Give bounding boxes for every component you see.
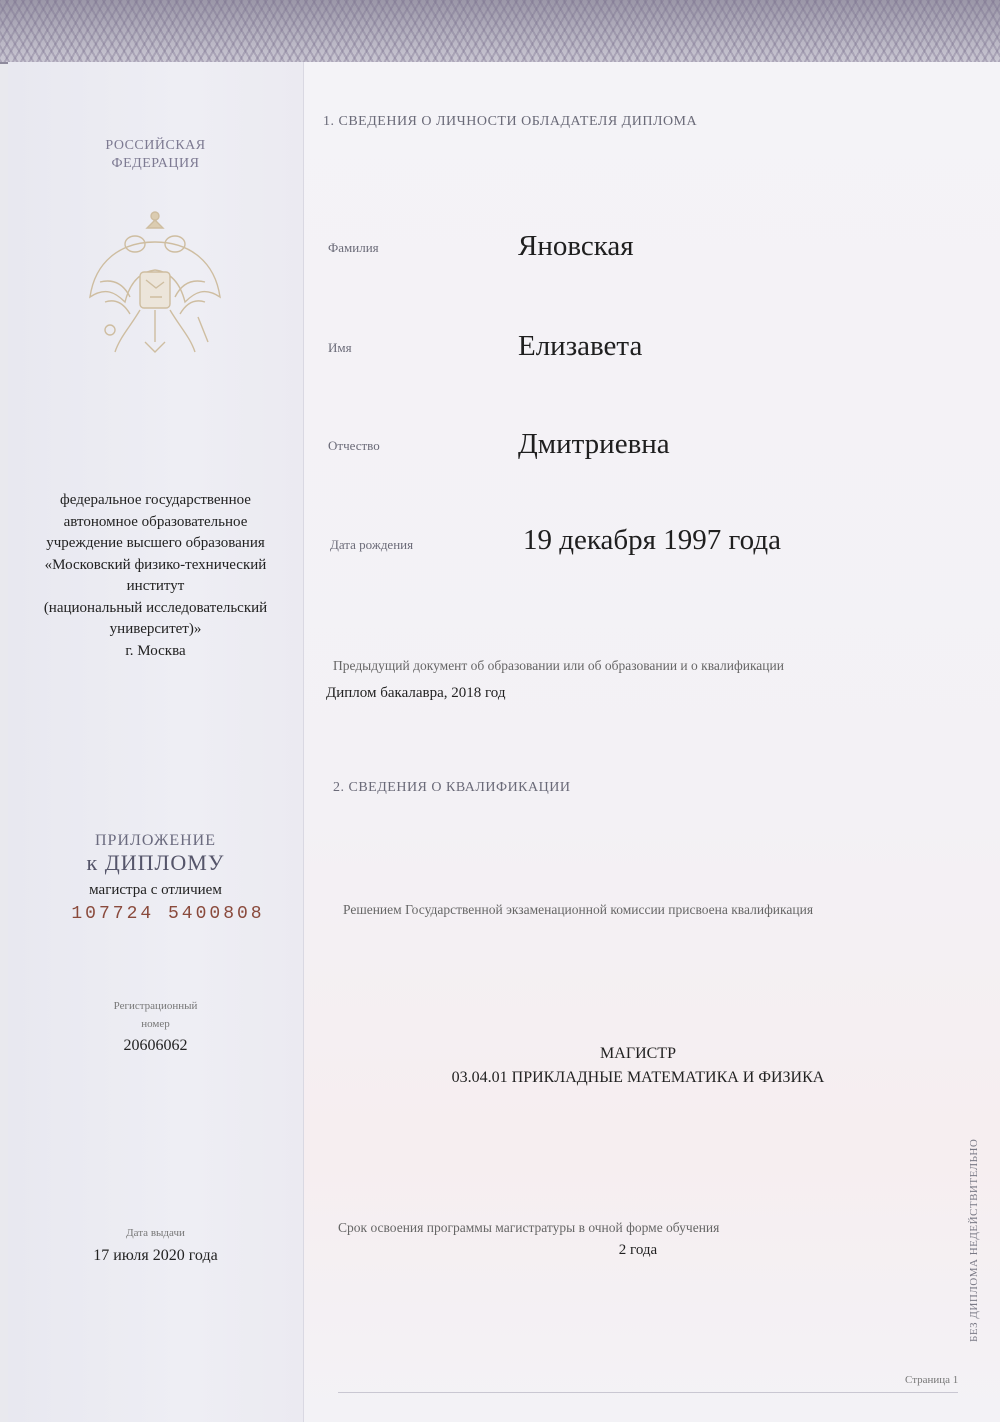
serial-number: 107724 5400808 <box>71 904 265 924</box>
previous-document-label: Предыдущий документ об образовании или об образовании и о квалификации <box>333 658 784 673</box>
registration-label: Регистрационный номер <box>113 1000 198 1030</box>
birthdate-label: Дата рождения <box>330 537 414 552</box>
appendix-title: ПРИЛОЖЕНИЕ <box>94 832 216 849</box>
qualification: МАГИСТР <box>600 1045 676 1062</box>
degree-line: магистра с отличием <box>89 882 222 898</box>
duration-label: Срок освоения программы магистратуры в очной форме обучения <box>338 1220 720 1235</box>
decorative-border <box>0 0 1000 64</box>
surname-value: Яновская <box>518 230 634 262</box>
birthdate-value: 19 декабря 1997 года <box>523 524 781 556</box>
previous-document-value: Диплом бакалавра, 2018 год <box>326 685 506 701</box>
patronymic-value: Дмитриевна <box>518 428 670 460</box>
qualification-block <box>308 1042 968 1090</box>
coat-of-arms-icon <box>80 202 230 362</box>
page-label: Страница 1 <box>905 1374 959 1386</box>
page-divider <box>338 1392 958 1393</box>
issue-date: 17 июля 2020 года <box>93 1247 218 1264</box>
country-name: РОССИЙСКАЯ ФЕДЕРАЦИЯ <box>105 138 206 171</box>
section1-title: 1. СВЕДЕНИЯ О ЛИЧНОСТИ ОБЛАДАТЕЛЯ ДИПЛОМА <box>323 114 698 129</box>
name-label: Имя <box>328 340 352 355</box>
appendix-subtitle: к ДИПЛОМУ <box>86 850 225 875</box>
name-value: Елизавета <box>518 330 643 362</box>
patronymic-label: Отчество <box>328 438 380 453</box>
left-panel <box>8 62 304 1422</box>
section2-title: 2. СВЕДЕНИЯ О КВАЛИФИКАЦИИ <box>333 780 571 795</box>
validity-note: БЕЗ ДИПЛОМА НЕДЕЙСТВИТЕЛЬНО <box>968 1138 980 1342</box>
registration-number: 20606062 <box>123 1037 188 1054</box>
surname-label: Фамилия <box>328 240 379 255</box>
university-name: федеральное государственное автономное образовательное учреждение высшего образования «Московский физико-технический институт (национальный исследовательский университет)» г. Москва <box>43 492 268 659</box>
issue-date-label: Дата выдачи <box>126 1227 185 1239</box>
specialty: 03.04.01 ПРИКЛАДНЫЕ МАТЕМАТИКА И ФИЗИКА <box>451 1069 825 1086</box>
commission-decision: Решением Государственной экзаменационной комиссии присвоена квалификация <box>343 902 814 917</box>
duration-value: 2 года <box>618 1242 658 1258</box>
diploma-sheet <box>8 62 1000 1422</box>
